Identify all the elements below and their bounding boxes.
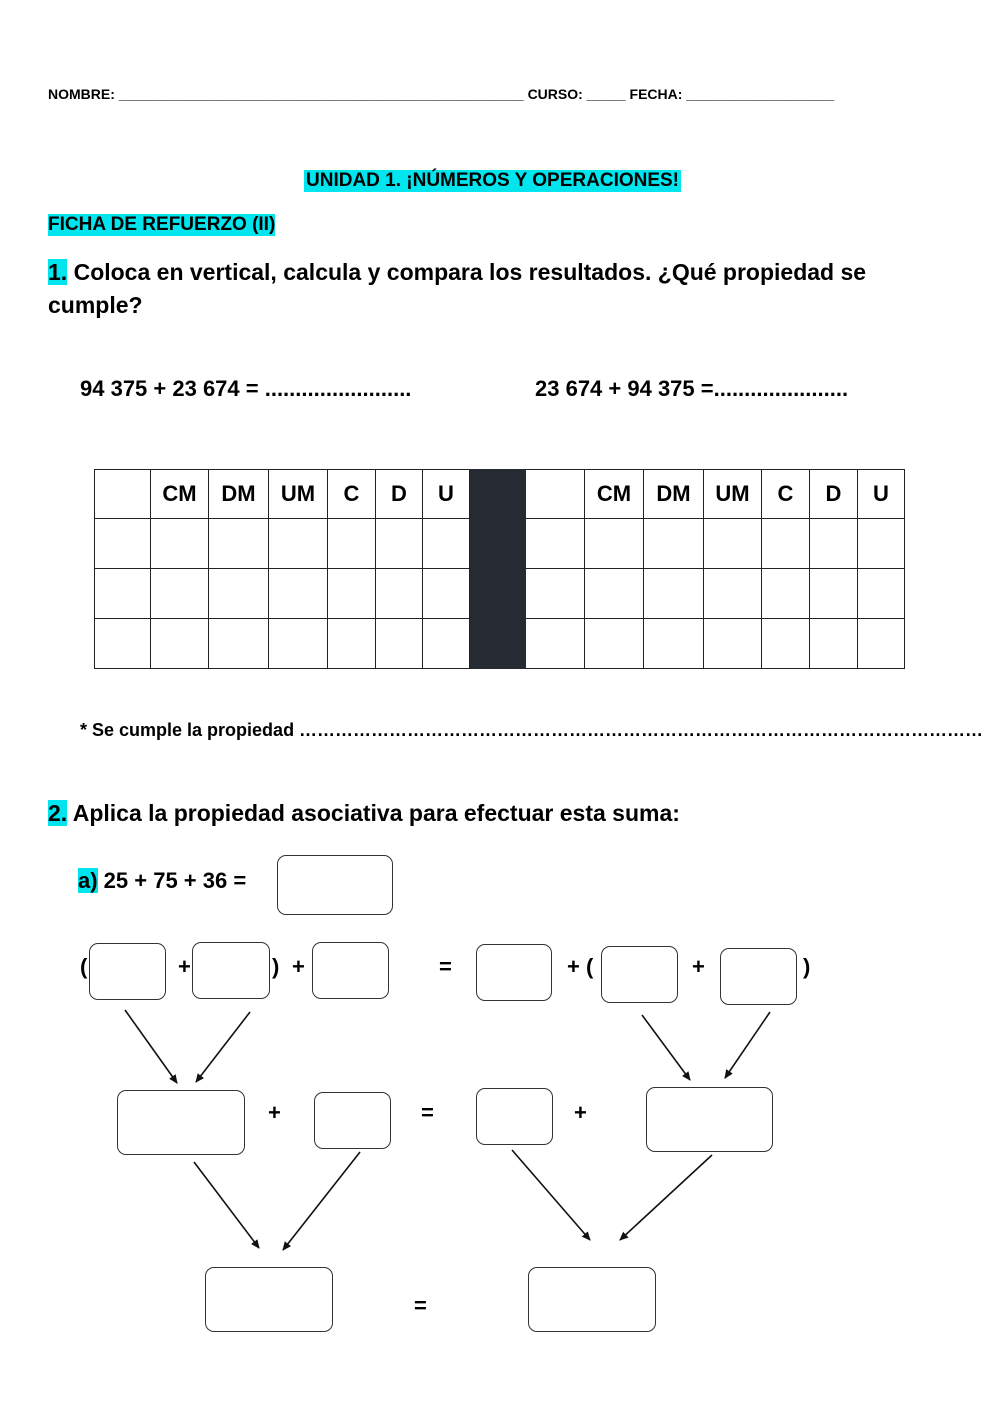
question-2-text: Aplica la propiedad asociativa para efectuar esta suma: — [67, 800, 680, 826]
arrow — [725, 1012, 770, 1078]
header-cell: D — [810, 470, 858, 519]
fecha-label: FECHA: — [629, 86, 683, 102]
curso-label: CURSO: — [527, 86, 583, 102]
header-cell: CM — [585, 470, 644, 519]
header-cell: C — [328, 470, 376, 519]
header-cell: CM — [151, 470, 209, 519]
arrow — [512, 1150, 590, 1240]
operation-right: 23 674 + 94 375 =...................... — [535, 376, 849, 401]
worksheet-title: FICHA DE REFUERZO (II) — [48, 214, 276, 235]
answer-box[interactable] — [720, 948, 797, 1005]
equals-sign: = — [414, 1293, 427, 1318]
plus-sign: + — [268, 1100, 281, 1125]
header-cell: U — [423, 470, 470, 519]
answer-box[interactable] — [601, 946, 678, 1003]
arrow — [283, 1152, 360, 1250]
header-cell: UM — [704, 470, 762, 519]
final-result-box[interactable] — [528, 1267, 656, 1332]
answer-box[interactable] — [192, 942, 270, 999]
question-1-number: 1. — [48, 259, 68, 285]
header-cell: D — [376, 470, 423, 519]
answer-box[interactable] — [117, 1090, 245, 1155]
plus-sign: + — [292, 954, 305, 979]
final-result-box[interactable] — [205, 1267, 333, 1332]
answer-box[interactable] — [89, 943, 166, 1000]
plus-sign: + — [178, 954, 191, 979]
fecha-blank[interactable]: ___________________ — [686, 86, 835, 102]
answer-box[interactable] — [476, 1088, 553, 1145]
question-2-number: 2. — [48, 800, 68, 826]
question-1-text: Coloca en vertical, calcula y compara los resultados. ¿Qué propiedad se cumple? — [48, 259, 867, 318]
nombre-blank[interactable]: ____________________________________________________ — [118, 86, 524, 102]
plus-sign: + — [574, 1100, 587, 1125]
arrow — [194, 1162, 259, 1248]
equals-sign: = — [439, 954, 452, 979]
answer-box[interactable] — [646, 1087, 773, 1152]
plus-open-paren: + ( — [567, 954, 594, 979]
header-cell: C — [762, 470, 810, 519]
plus-sign: + — [692, 954, 705, 979]
property-answer-line[interactable]: * Se cumple la propiedad …………………………………………………………………………………………………… — [80, 720, 984, 740]
item-a-sum: 25 + 75 + 36 = — [97, 868, 247, 893]
arrow — [620, 1155, 712, 1240]
unit-title: UNIDAD 1. ¡NÚMEROS Y OPERACIONES! — [306, 170, 680, 191]
answer-box[interactable] — [314, 1092, 391, 1149]
answer-box[interactable] — [476, 944, 552, 1001]
close-paren: ) — [803, 954, 811, 979]
equals-sign: = — [421, 1100, 434, 1125]
header-cell: U — [858, 470, 905, 519]
answer-box[interactable] — [312, 942, 389, 999]
arrow — [125, 1010, 177, 1083]
curso-blank[interactable]: _____ — [586, 86, 626, 102]
open-paren: ( — [80, 954, 88, 979]
item-a-label: a) — [78, 868, 98, 893]
close-paren: ) — [272, 954, 280, 979]
arrow — [196, 1012, 250, 1082]
header-cell: UM — [269, 470, 328, 519]
nombre-label: NOMBRE: — [48, 86, 115, 102]
header-cell: DM — [644, 470, 704, 519]
arrow — [642, 1015, 690, 1080]
header-cell: DM — [209, 470, 269, 519]
operation-left: 94 375 + 23 674 = ........................ — [80, 376, 412, 401]
